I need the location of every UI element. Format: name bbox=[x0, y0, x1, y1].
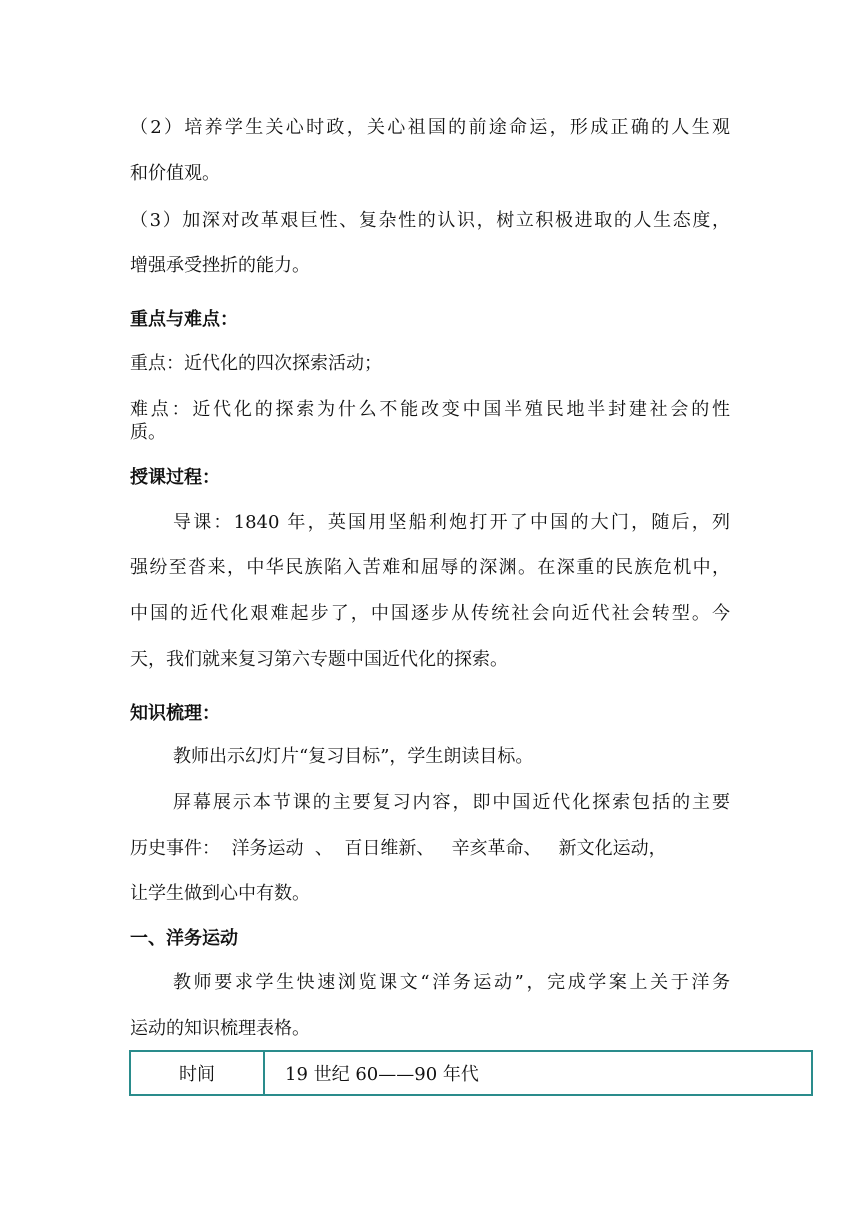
goal-item-3-line-2: 增强承受挫折的能力。 bbox=[130, 255, 310, 276]
knowledge-paragraph-2-line-1: 屏幕展示本节课的主要复习内容，即中国近代化探索包括的主要 bbox=[173, 792, 730, 813]
knowledge-paragraph-2-line-3: 让学生做到心中有数。 bbox=[130, 883, 310, 904]
intro-line-2: 强纷至沓来，中华民族陷入苦难和屈辱的深渊。在深重的民族危机中， bbox=[130, 557, 730, 578]
section-1-heading: 一、洋务运动 bbox=[130, 928, 238, 949]
key-points-heading: 重点与难点： bbox=[130, 309, 238, 330]
goal-item-2-line-1: （2）培养学生关心时政，关心祖国的前途命运，形成正确的人生观 bbox=[130, 117, 730, 138]
knowledge-paragraph-1: 教师出示幻灯片“复习目标”，学生朗读目标。 bbox=[173, 746, 534, 767]
knowledge-heading: 知识梳理： bbox=[130, 703, 220, 724]
focus-point: 重点：近代化的四次探索活动； bbox=[130, 353, 382, 374]
process-heading: 授课过程： bbox=[130, 467, 220, 488]
intro-line-1: 导课：1840 年，英国用坚船利炮打开了中国的大门，随后，列 bbox=[173, 512, 730, 533]
goal-item-2-line-2: 和价值观。 bbox=[130, 163, 220, 184]
difficulty-line-1: 难点：近代化的探索为什么不能改变中国半殖民地半封建社会的性 bbox=[130, 399, 730, 420]
intro-line-4: 天，我们就来复习第六专题中国近代化的探索。 bbox=[130, 649, 508, 670]
difficulty-line-2: 质。 bbox=[130, 422, 166, 443]
section-1-paragraph-line-1: 教师要求学生快速浏览课文“洋务运动”，完成学案上关于洋务 bbox=[173, 972, 730, 993]
intro-line-3: 中国的近代化艰难起步了，中国逐步从传统社会向近代社会转型。今 bbox=[130, 603, 730, 624]
knowledge-paragraph-2-line-2: 历史事件： 洋务运动 、 百日维新、 辛亥革命、 新文化运动， bbox=[130, 838, 667, 859]
knowledge-table bbox=[129, 1050, 813, 1096]
section-1-paragraph-line-2: 运动的知识梳理表格。 bbox=[130, 1018, 310, 1039]
table-label-time: 时间 bbox=[131, 1052, 265, 1094]
goal-item-3-line-1: （3）加深对改革艰巨性、复杂性的认识，树立积极进取的人生态度， bbox=[130, 210, 730, 231]
table-value-time: 19 世纪 60——90 年代 bbox=[285, 1064, 479, 1085]
